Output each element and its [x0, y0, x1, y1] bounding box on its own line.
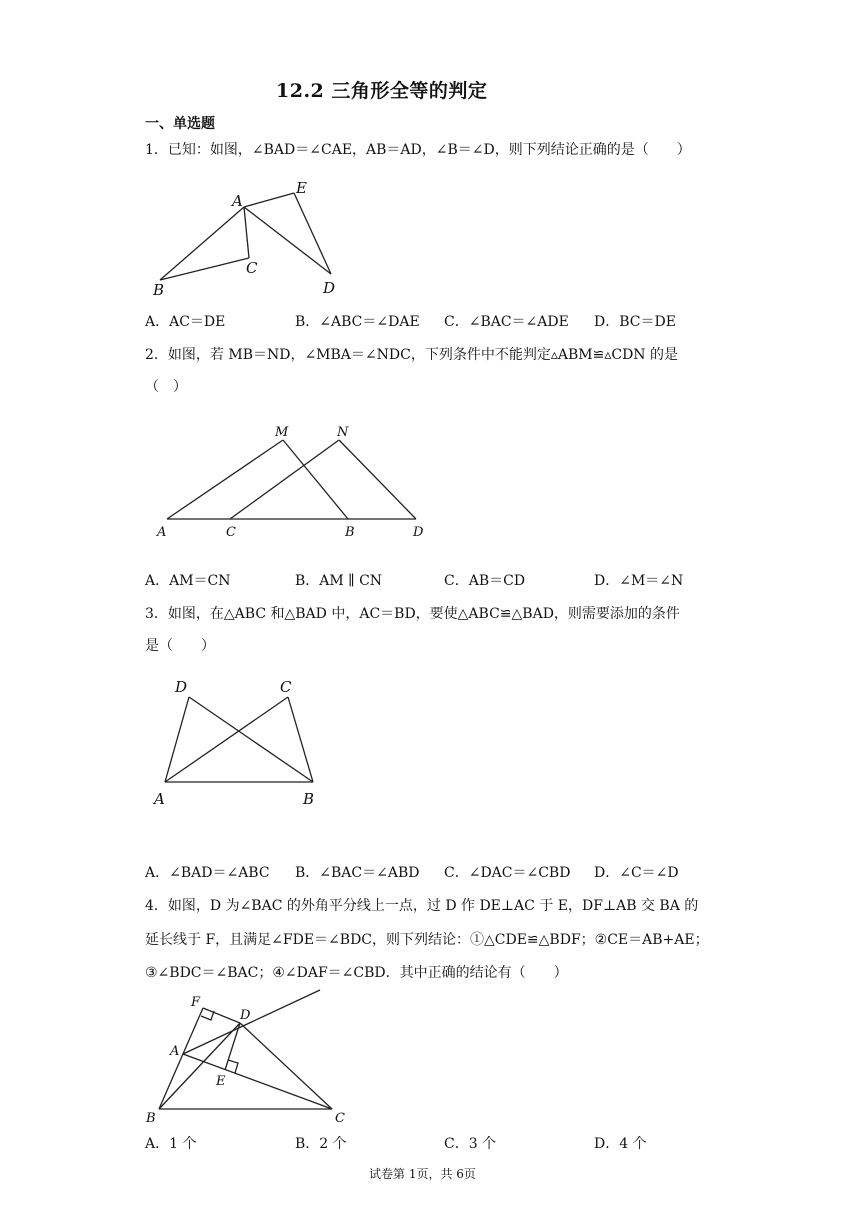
- question-3-stem-line1: 3．如图，在△ABC 和△BAD 中，AC＝BD，要使△ABC≌△BAD，则需要添加的条件: [145, 606, 680, 622]
- question-3-option-a: A．∠BAD＝∠ABC: [145, 865, 270, 881]
- question-1-option-d: D．BC＝DE: [594, 314, 676, 330]
- question-4-stem-line1: 4．如图，D 为∠BAC 的外角平分线上一点，过 D 作 DE⊥AC 于 E，DF⊥AB 交 BA 的: [145, 898, 699, 914]
- page-title: 12.2 三角形全等的判定: [276, 80, 488, 102]
- question-2-option-a: A．AM＝CN: [145, 573, 231, 589]
- question-2-option-b: B．AM ∥ CN: [295, 573, 383, 589]
- fig4-label-F: F: [191, 995, 201, 1010]
- fig4-label-D: D: [240, 1008, 251, 1023]
- question-4-option-c: C．3 个: [444, 1136, 497, 1152]
- question-1-option-b: B．∠ABC＝∠DAE: [295, 314, 420, 330]
- question-1-option-a: A．AC＝DE: [145, 314, 226, 330]
- fig4-label-A: A: [170, 1044, 180, 1059]
- question-4-option-d: D．4 个: [594, 1136, 647, 1152]
- question-2-stem-line2: （ ）: [145, 379, 187, 395]
- fig1-label-A: A: [232, 192, 243, 210]
- question-3-option-b: B．∠BAC＝∠ABD: [295, 865, 420, 881]
- fig3-label-D: D: [175, 678, 188, 696]
- fig2-label-B: B: [345, 525, 355, 540]
- fig1-label-D: D: [323, 279, 336, 297]
- question-4-stem-line2: 延长线于 F，且满足∠FDE＝∠BDC，则下列结论：①△CDE≌△BDF；②CE＝AB+AE；: [145, 932, 709, 948]
- question-3-option-c: C．∠DAC＝∠CBD: [444, 865, 571, 881]
- fig1-label-B: B: [153, 281, 165, 299]
- fig3-label-C: C: [280, 678, 292, 696]
- question-2-stem-line1: 2．如图，若 MB＝ND，∠MBA＝∠NDC，下列条件中不能判定▵ABM≌▵CDN 的是: [145, 347, 678, 363]
- question-4-stem-line3: ③∠BDC＝∠BAC；④∠DAF＝∠CBD．其中正确的结论有（ ）: [145, 965, 568, 981]
- question-2-option-c: C．AB＝CD: [444, 573, 526, 589]
- question-3-option-d: D．∠C＝∠D: [594, 865, 679, 881]
- fig2-label-N: N: [337, 425, 349, 440]
- question-4-option-b: B．2 个: [295, 1136, 347, 1152]
- fig4-label-B: B: [146, 1111, 156, 1126]
- fig2-label-A: A: [157, 525, 167, 540]
- question-2-option-d: D．∠M＝∠N: [594, 573, 684, 589]
- fig3-label-A: A: [154, 790, 165, 808]
- question-4-option-a: A．1 个: [145, 1136, 197, 1152]
- fig1-label-C: C: [246, 259, 258, 277]
- fig2-label-C: C: [226, 525, 236, 540]
- fig2-label-D: D: [413, 525, 424, 540]
- fig4-label-E: E: [216, 1074, 226, 1089]
- page-footer: 试卷第 1页，共 6页: [369, 1167, 476, 1181]
- section-heading: 一、单选题: [145, 116, 215, 132]
- fig1-label-E: E: [296, 179, 307, 197]
- fig3-label-B: B: [303, 790, 315, 808]
- question-1-option-c: C．∠BAC＝∠ADE: [444, 314, 569, 330]
- question-3-stem-line2: 是（ ）: [145, 638, 215, 654]
- question-1-stem: 1．已知：如图，∠BAD＝∠CAE，AB＝AD，∠B＝∠D，则下列结论正确的是（ ）: [145, 142, 691, 158]
- fig4-label-C: C: [335, 1111, 345, 1126]
- fig2-label-M: M: [275, 425, 289, 440]
